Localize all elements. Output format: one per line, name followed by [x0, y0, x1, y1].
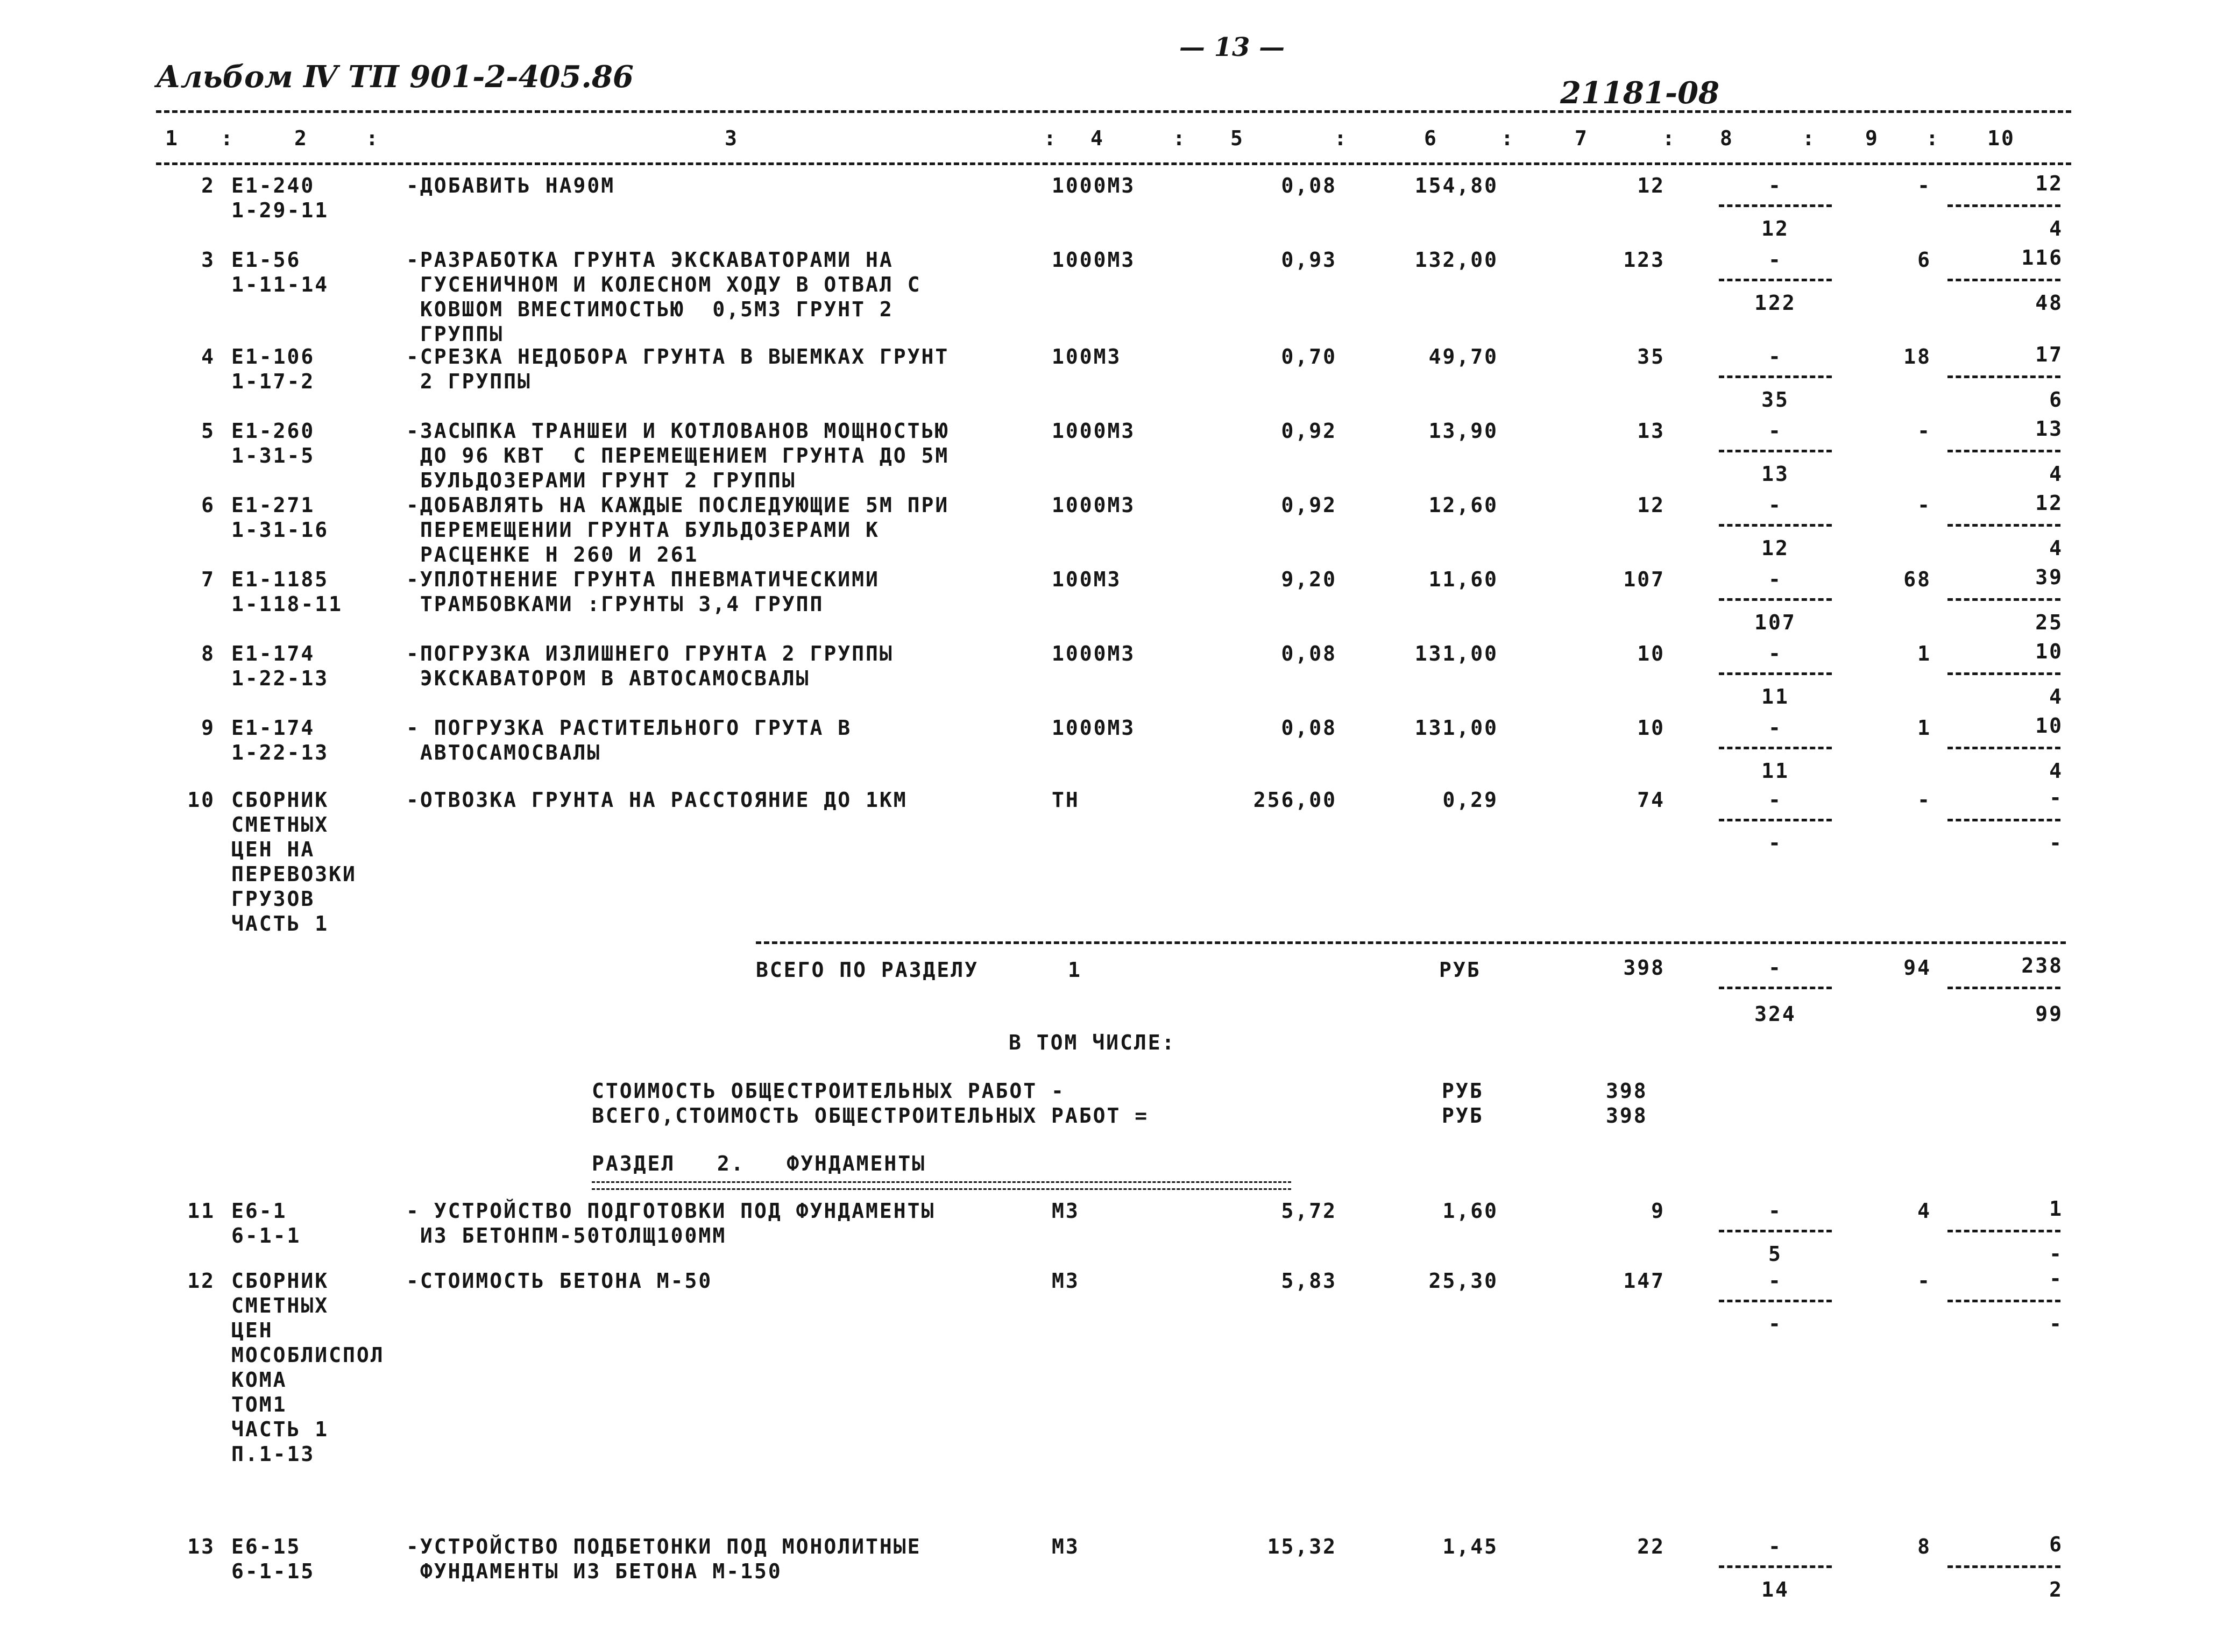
- column-header-1: 1: [165, 126, 179, 150]
- row-col10-top: 12: [2035, 491, 2063, 515]
- row-col8-rule: [1719, 1230, 1832, 1232]
- row-total: 12: [1637, 174, 1665, 197]
- row-unit-price: 131,00: [1414, 716, 1498, 740]
- row-col10-top: 13: [2035, 417, 2063, 441]
- row-col10-rule: [1947, 204, 2060, 207]
- row-col8-top: -: [1768, 419, 1782, 443]
- row-col9: -: [1917, 419, 1931, 443]
- row-quantity: 0,92: [1281, 493, 1337, 517]
- header-separator: :: [366, 126, 380, 150]
- row-description: -ЗАСЫПКА ТРАНШЕИ И КОТЛОВАНОВ МОЩНОСТЬЮ ДО 96 КВТ С ПЕРЕМЕЩЕНИЕМ ГРУНТА ДО 5М БУЛЬДОЗЕРАМИ ГРУНТ 2 ГРУППЫ: [406, 419, 950, 492]
- row-col10-bottom: 6: [2049, 388, 2063, 412]
- row-col10-top: 10: [2035, 714, 2063, 738]
- row-quantity: 0,70: [1281, 345, 1337, 368]
- row-col8-rule: [1719, 375, 1832, 378]
- row-code-collection: 1-31-5: [231, 444, 315, 467]
- row-col8-top: -: [1768, 1199, 1782, 1223]
- row-description: -СТОИМОСТЬ БЕТОНА М-50: [406, 1269, 713, 1293]
- row-col10-bottom: 4: [2049, 759, 2063, 783]
- row-col9: 1: [1917, 642, 1931, 665]
- row-col8-bottom: 12: [1761, 217, 1789, 240]
- row-unit: 1000М3: [1052, 642, 1136, 665]
- row-total: 12: [1637, 493, 1665, 517]
- row-code-collection: 1-11-14: [231, 273, 329, 296]
- row-col10-rule: [1947, 819, 2060, 821]
- row-unit: М3: [1052, 1269, 1080, 1293]
- row-col8-rule: [1719, 279, 1832, 281]
- row-col10-top: 10: [2035, 640, 2063, 663]
- row-quantity: 0,93: [1281, 248, 1337, 272]
- row-col10-top: 6: [2049, 1533, 2063, 1556]
- row-col8-rule: [1719, 598, 1832, 601]
- row-description: -ДОБАВЛЯТЬ НА КАЖДЫЕ ПОСЛЕДУЮЩИЕ 5М ПРИ ПЕРЕМЕЩЕНИИ ГРУНТА БУЛЬДОЗЕРАМИ К РАСЦЕНКЕ Н 260 И 261: [406, 493, 950, 566]
- section-total-unit: РУБ: [1439, 958, 1481, 982]
- column-header-6: 6: [1424, 126, 1438, 150]
- row-quantity: 5,83: [1281, 1269, 1337, 1293]
- header-separator: :: [1501, 126, 1515, 150]
- row-col10-rule: [1947, 375, 2060, 378]
- summary-label: ВСЕГО,СТОИМОСТЬ ОБЩЕСТРОИТЕЛЬНЫХ РАБОТ =: [592, 1104, 1149, 1128]
- header-separator: :: [1173, 126, 1187, 150]
- row-quantity: 0,08: [1281, 174, 1337, 197]
- row-number: 8: [201, 642, 215, 665]
- row-col9: -: [1917, 1269, 1931, 1293]
- row-total: 10: [1637, 642, 1665, 665]
- row-unit-price: 12,60: [1428, 493, 1498, 517]
- row-col10-bottom: 2: [2049, 1578, 2063, 1601]
- row-col10-top: 1: [2049, 1197, 2063, 1221]
- row-col9: 18: [1903, 345, 1931, 368]
- row-number: 3: [201, 248, 215, 272]
- section-total-col10-top: 238: [2021, 954, 2063, 977]
- row-col9: 8: [1917, 1535, 1931, 1558]
- row-unit-price: 1,60: [1442, 1199, 1498, 1223]
- row-description: -ДОБАВИТЬ НА90М: [406, 174, 615, 197]
- row-col8-bottom: 12: [1761, 536, 1789, 560]
- row-total: 35: [1637, 345, 1665, 368]
- row-col8-top: -: [1768, 345, 1782, 368]
- header-separator: :: [1044, 126, 1058, 150]
- doc-code: 21181-08: [1560, 75, 1719, 111]
- section-total-col10-rule: [1947, 987, 2060, 989]
- column-header-4: 4: [1090, 126, 1104, 150]
- row-total: 13: [1637, 419, 1665, 443]
- row-quantity: 256,00: [1253, 788, 1337, 812]
- row-quantity: 0,92: [1281, 419, 1337, 443]
- row-unit-price: 132,00: [1414, 248, 1498, 272]
- row-col10-rule: [1947, 450, 2060, 452]
- header-top-rule: [156, 110, 2071, 113]
- row-unit: 1000М3: [1052, 493, 1136, 517]
- section-total-label: ВСЕГО ПО РАЗДЕЛУ: [756, 958, 979, 982]
- row-unit-price: 1,45: [1442, 1535, 1498, 1558]
- row-code: Е1-56: [231, 248, 301, 272]
- row-col10-bottom: 25: [2035, 611, 2063, 634]
- row-unit: М3: [1052, 1535, 1080, 1558]
- row-unit-price: 131,00: [1414, 642, 1498, 665]
- row-unit: 1000М3: [1052, 419, 1136, 443]
- row-col8-top: -: [1768, 788, 1782, 812]
- row-col8-bottom: 35: [1761, 388, 1789, 412]
- column-header-5: 5: [1230, 126, 1244, 150]
- row-code: Е1-271: [231, 493, 315, 517]
- row-total: 10: [1637, 716, 1665, 740]
- row-col8-bottom: 13: [1761, 462, 1789, 486]
- row-unit: М3: [1052, 1199, 1080, 1223]
- row-number: 13: [187, 1535, 215, 1558]
- header-separator: :: [1802, 126, 1816, 150]
- row-code: Е1-106: [231, 345, 315, 368]
- row-total: 123: [1623, 248, 1665, 272]
- section-2-title: РАЗДЕЛ 2. ФУНДАМЕНТЫ: [592, 1152, 926, 1175]
- row-unit: 1000М3: [1052, 716, 1136, 740]
- row-col8-top: -: [1768, 642, 1782, 665]
- row-col8-top: -: [1768, 716, 1782, 740]
- row-unit: 1000М3: [1052, 174, 1136, 197]
- row-number: 9: [201, 716, 215, 740]
- row-col10-bottom: -: [2049, 1242, 2063, 1266]
- row-col10-top: 17: [2035, 343, 2063, 366]
- header-separator: :: [1334, 126, 1348, 150]
- row-unit-price: 25,30: [1428, 1269, 1498, 1293]
- row-code-collection: 1-22-13: [231, 741, 329, 764]
- row-quantity: 5,72: [1281, 1199, 1337, 1223]
- row-col8-rule: [1719, 1565, 1832, 1568]
- row-col10-rule: [1947, 1300, 2060, 1302]
- section-total-col9: 94: [1903, 956, 1931, 980]
- row-number: 2: [201, 174, 215, 197]
- row-description: - ПОГРУЗКА РАСТИТЕЛЬНОГО ГРУТА В АВТОСАМОСВАЛЫ: [406, 716, 852, 764]
- row-col10-bottom: 4: [2049, 217, 2063, 240]
- row-code-collection: 1-29-11: [231, 198, 329, 222]
- row-unit-price: 11,60: [1428, 568, 1498, 591]
- column-header-7: 7: [1575, 126, 1589, 150]
- header-separator: :: [221, 126, 235, 150]
- section-total-value: 398: [1623, 956, 1665, 980]
- album-title: Альбом Ⅳ ТП 901-2-405.86: [156, 59, 634, 95]
- row-col10-bottom: -: [2049, 1312, 2063, 1336]
- row-col10-top: 39: [2035, 565, 2063, 589]
- row-col8-top: -: [1768, 248, 1782, 272]
- row-description: -УПЛОТНЕНИЕ ГРУНТА ПНЕВМАТИЧЕСКИМИ ТРАМБОВКАМИ :ГРУНТЫ 3,4 ГРУПП: [406, 568, 880, 616]
- row-col10-rule: [1947, 1230, 2060, 1232]
- including-label: В ТОМ ЧИСЛЕ:: [1009, 1031, 1176, 1054]
- row-code-collection: 1-31-16: [231, 518, 329, 542]
- section-total-col8-rule: [1719, 987, 1832, 989]
- row-col9: 4: [1917, 1199, 1931, 1223]
- row-col8-rule: [1719, 819, 1832, 821]
- row-unit: 100М3: [1052, 345, 1122, 368]
- row-quantity: 0,08: [1281, 716, 1337, 740]
- column-header-3: 3: [725, 126, 739, 150]
- row-number: 4: [201, 345, 215, 368]
- row-code: Е1-174: [231, 642, 315, 665]
- row-col8-top: -: [1768, 174, 1782, 197]
- row-col8-bottom: 14: [1761, 1578, 1789, 1601]
- row-total: 9: [1651, 1199, 1665, 1223]
- row-col9: 1: [1917, 716, 1931, 740]
- section-total-col8-bottom: 324: [1754, 1002, 1796, 1026]
- row-col10-bottom: 4: [2049, 685, 2063, 708]
- row-number: 5: [201, 419, 215, 443]
- summary-label: СТОИМОСТЬ ОБЩЕСТРОИТЕЛЬНЫХ РАБОТ -: [592, 1079, 1065, 1103]
- row-col10-bottom: -: [2049, 831, 2063, 855]
- row-code: Е1-240: [231, 174, 315, 197]
- row-code-collection: 1-118-11: [231, 592, 343, 616]
- row-description: -ПОГРУЗКА ИЗЛИШНЕГО ГРУНТА 2 ГРУППЫ ЭКСКАВАТОРОМ В АВТОСАМОСВАЛЫ: [406, 642, 894, 690]
- row-unit: 1000М3: [1052, 248, 1136, 272]
- row-col8-rule: [1719, 747, 1832, 749]
- header-separator: :: [1926, 126, 1940, 150]
- header-bottom-rule: [156, 162, 2071, 165]
- row-code: Е1-174: [231, 716, 315, 740]
- row-col10-rule: [1947, 279, 2060, 281]
- section-total-col8-top: -: [1768, 956, 1782, 980]
- row-description: -РАЗРАБОТКА ГРУНТА ЭКСКАВАТОРАМИ НА ГУСЕНИЧНОМ И КОЛЕСНОМ ХОДУ В ОТВАЛ С КОВШОМ ВМЕСТИМОСТЬЮ 0,5М3 ГРУНТ 2 ГРУППЫ: [406, 248, 922, 346]
- row-code-collection: 1-17-2: [231, 370, 315, 393]
- row-description: -УСТРОЙСТВО ПОДБЕТОНКИ ПОД МОНОЛИТНЫЕ ФУНДАМЕНТЫ ИЗ БЕТОНА М-150: [406, 1535, 922, 1583]
- row-col8-rule: [1719, 204, 1832, 207]
- column-header-2: 2: [294, 126, 308, 150]
- row-col8-bottom: -: [1768, 831, 1782, 855]
- row-quantity: 0,08: [1281, 642, 1337, 665]
- row-number: 6: [201, 493, 215, 517]
- row-quantity: 15,32: [1267, 1535, 1337, 1558]
- row-number: 7: [201, 568, 215, 591]
- summary-unit: РУБ: [1442, 1104, 1484, 1128]
- row-col10-top: 116: [2021, 246, 2063, 270]
- row-col8-top: -: [1768, 568, 1782, 591]
- row-code: Е1-1185: [231, 568, 329, 591]
- row-col8-bottom: 107: [1754, 611, 1796, 634]
- column-header-8: 8: [1720, 126, 1734, 150]
- row-col9: -: [1917, 493, 1931, 517]
- column-header-9: 9: [1865, 126, 1879, 150]
- row-unit-price: 0,29: [1442, 788, 1498, 812]
- row-col8-top: -: [1768, 1535, 1782, 1558]
- row-quantity: 9,20: [1281, 568, 1337, 591]
- row-col8-rule: [1719, 524, 1832, 527]
- row-description: -ОТВОЗКА ГРУНТА НА РАССТОЯНИЕ ДО 1КМ: [406, 788, 908, 812]
- row-col8-bottom: 5: [1768, 1242, 1782, 1266]
- row-unit: ТН: [1052, 788, 1080, 812]
- section-total-col10-bottom: 99: [2035, 1002, 2063, 1026]
- row-col9: 6: [1917, 248, 1931, 272]
- row-col10-top: -: [2049, 1267, 2063, 1291]
- row-code: Е6-1: [231, 1199, 287, 1223]
- row-unit: 100М3: [1052, 568, 1122, 591]
- row-code-collection: 6-1-1: [231, 1224, 301, 1247]
- row-total: 74: [1637, 788, 1665, 812]
- row-code: Е6-15: [231, 1535, 301, 1558]
- row-code-collection: 6-1-15: [231, 1559, 315, 1583]
- row-col10-rule: [1947, 598, 2060, 601]
- page-number: — 13 —: [1179, 32, 1285, 62]
- row-col9: -: [1917, 788, 1931, 812]
- summary-value: 398: [1606, 1079, 1648, 1103]
- row-col8-top: -: [1768, 493, 1782, 517]
- row-number: 12: [187, 1269, 215, 1293]
- row-col10-rule: [1947, 747, 2060, 749]
- section-total-number: 1: [1068, 958, 1082, 982]
- header-separator: :: [1662, 126, 1676, 150]
- row-total: 22: [1637, 1535, 1665, 1558]
- row-code: СБОРНИК СМЕТНЫХ ЦЕН МОСОБЛИСПОЛ КОМА ТОМ1 ЧАСТЬ 1 П.1-13: [231, 1269, 385, 1466]
- row-col8-rule: [1719, 672, 1832, 675]
- summary-value: 398: [1606, 1104, 1648, 1128]
- row-number: 11: [187, 1199, 215, 1223]
- row-code-collection: 1-22-13: [231, 667, 329, 690]
- row-description: -СРЕЗКА НЕДОБОРА ГРУНТА В ВЫЕМКАХ ГРУНТ 2 ГРУППЫ: [406, 345, 950, 393]
- section-total-rule: [756, 941, 2066, 944]
- row-col10-bottom: 48: [2035, 291, 2063, 315]
- row-col8-top: -: [1768, 1269, 1782, 1293]
- row-col10-bottom: 4: [2049, 462, 2063, 486]
- row-total: 147: [1623, 1269, 1665, 1293]
- row-col10-rule: [1947, 672, 2060, 675]
- row-total: 107: [1623, 568, 1665, 591]
- row-col10-bottom: 4: [2049, 536, 2063, 560]
- row-col8-bottom: 11: [1761, 759, 1789, 783]
- section-2-underline: [592, 1181, 1291, 1190]
- column-header-10: 10: [1987, 126, 2015, 150]
- row-col8-bottom: 11: [1761, 685, 1789, 708]
- row-code: СБОРНИК СМЕТНЫХ ЦЕН НА ПЕРЕВОЗКИ ГРУЗОВ ЧАСТЬ 1: [231, 788, 357, 935]
- row-code: Е1-260: [231, 419, 315, 443]
- row-col8-bottom: 122: [1754, 291, 1796, 315]
- row-col10-top: 12: [2035, 172, 2063, 195]
- row-col8-bottom: -: [1768, 1312, 1782, 1336]
- summary-unit: РУБ: [1442, 1079, 1484, 1103]
- row-col10-rule: [1947, 1565, 2060, 1568]
- row-col8-rule: [1719, 450, 1832, 452]
- row-unit-price: 154,80: [1414, 174, 1498, 197]
- row-number: 10: [187, 788, 215, 812]
- row-col10-rule: [1947, 524, 2060, 527]
- row-col9: 68: [1903, 568, 1931, 591]
- row-unit-price: 13,90: [1428, 419, 1498, 443]
- row-description: - УСТРОЙСТВО ПОДГОТОВКИ ПОД ФУНДАМЕНТЫ ИЗ БЕТОНПМ-50ТОЛЩ100ММ: [406, 1199, 936, 1247]
- row-unit-price: 49,70: [1428, 345, 1498, 368]
- row-col8-rule: [1719, 1300, 1832, 1302]
- row-col10-top: -: [2049, 786, 2063, 810]
- row-col9: -: [1917, 174, 1931, 197]
